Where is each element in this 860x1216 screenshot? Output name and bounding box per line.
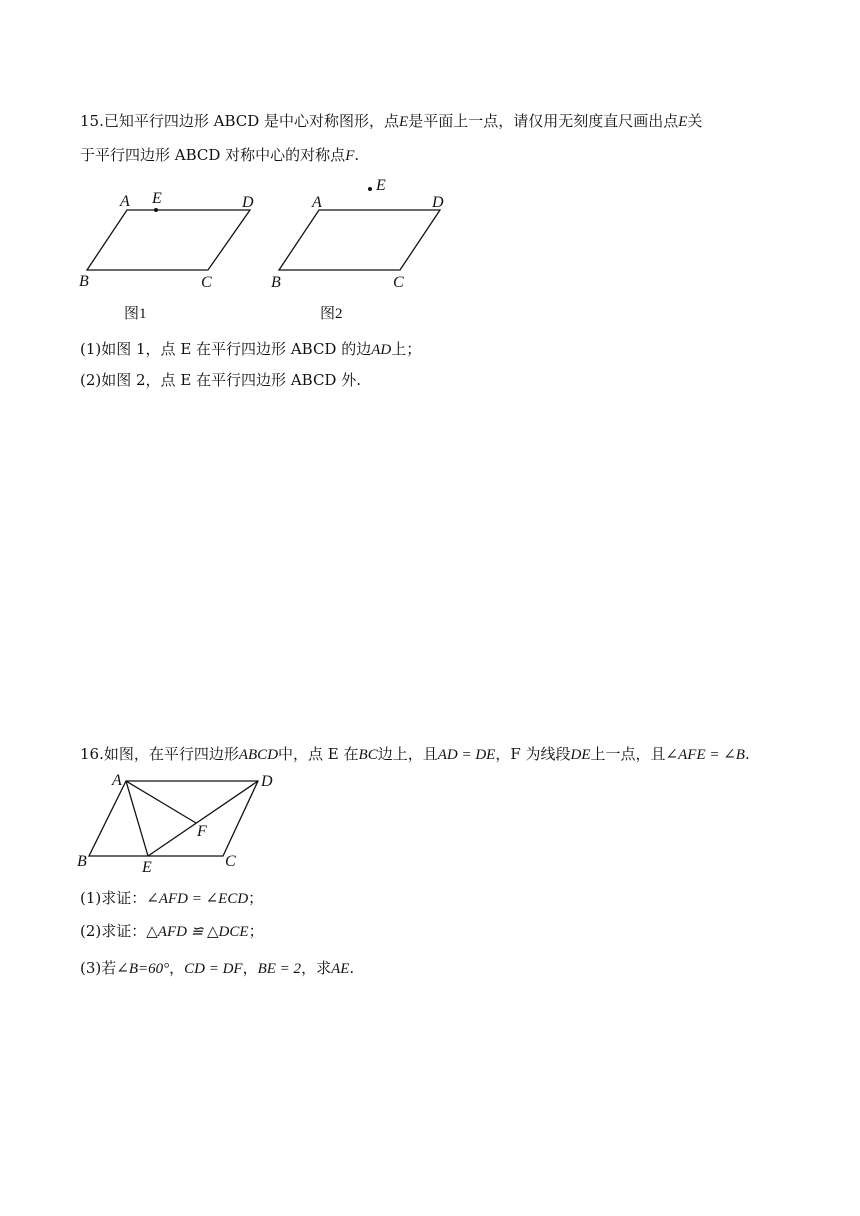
q16-figure — [70, 768, 290, 878]
q16-text: ， — [242, 959, 258, 977]
vertex-d-label: D — [432, 194, 444, 211]
vertex-b-label: B — [271, 274, 281, 291]
q16-text: ，求 — [301, 959, 332, 977]
vertex-d-label: D — [242, 194, 254, 211]
point-e-dot — [368, 187, 372, 191]
q16-text: (1)求证： — [80, 889, 147, 907]
q15-figure-1 — [70, 182, 270, 332]
q16-math: ∠B=60° — [116, 961, 170, 977]
q16-part-3 — [80, 958, 354, 979]
vertex-e-label: E — [142, 859, 152, 876]
q16-math: AE — [331, 961, 350, 977]
q16-text: ； — [248, 889, 264, 907]
q16-text: ， — [169, 959, 185, 977]
q15-figure-2 — [262, 172, 462, 332]
q16-text: ； — [248, 922, 264, 940]
point-e-label: E — [399, 114, 409, 130]
figure-2-caption: 图2 — [320, 306, 343, 322]
vertex-e-label: E — [152, 190, 162, 207]
q16-math: ABCD — [238, 747, 279, 763]
q16-text: 中，点 E 在 — [278, 745, 359, 763]
vertex-a-label: A — [312, 194, 322, 211]
q16-part-2 — [80, 921, 264, 942]
q15-text: 上； — [391, 340, 422, 358]
q16-text: (2)求证： — [80, 922, 147, 940]
q16-text: 16.如图，在平行四边形 — [80, 745, 239, 763]
vertex-c-label: C — [225, 853, 236, 870]
point-f-label: F — [345, 148, 355, 164]
q15-text: 是平面上一点，请仅用无刻度直尺画出点 — [408, 112, 679, 130]
q16-math: AD = DE — [437, 747, 496, 763]
q16-math: BC — [358, 747, 378, 763]
q16-text: . — [349, 959, 355, 977]
q16-text: ，F 为线段 — [495, 745, 571, 763]
q15-part-2 — [80, 370, 361, 390]
point-e-dot — [154, 208, 158, 212]
point-e-label: E — [678, 114, 688, 130]
q15-text: 15.已知平行四边形 ABCD 是中心对称图形，点 — [80, 112, 400, 130]
segment-de — [148, 781, 258, 856]
vertex-c-label: C — [201, 274, 212, 291]
vertex-a-label: A — [112, 772, 122, 789]
q16-text: (3)若 — [80, 959, 117, 977]
vertex-c-label: C — [393, 274, 404, 291]
q16-math: ∠AFE = ∠B — [665, 747, 745, 763]
q15-line-1 — [80, 111, 702, 132]
q16-text: 上一点，且 — [590, 745, 666, 763]
q16-math: DE — [570, 747, 591, 763]
q16-text: . — [744, 745, 750, 763]
q16-math: △AFD ≌ △DCE — [146, 924, 249, 940]
q16-text: 边上，且 — [377, 745, 438, 763]
vertex-d-label: D — [261, 773, 273, 790]
parallelogram-abcd — [87, 210, 250, 270]
vertex-e-label: E — [376, 177, 386, 194]
q16-math: BE = 2 — [257, 961, 302, 977]
q15-part-1 — [80, 339, 421, 360]
q16-math: ∠AFD = ∠ECD — [146, 891, 249, 907]
vertex-b-label: B — [79, 273, 89, 290]
q15-line-2 — [80, 145, 359, 166]
vertex-b-label: B — [77, 853, 87, 870]
q16-math: CD = DF — [184, 961, 243, 977]
figure-1-caption: 图1 — [124, 306, 147, 322]
q16-part-1 — [80, 888, 263, 909]
q15-text: (1)如图 1，点 E 在平行四边形 ABCD 的边 — [80, 340, 372, 358]
segment-ad-label: AD — [371, 342, 392, 358]
q16-stem — [80, 744, 750, 765]
vertex-a-label: A — [120, 193, 130, 210]
q15-text: (2)如图 2，点 E 在平行四边形 ABCD 外. — [80, 371, 361, 389]
q15-text: . — [354, 146, 360, 164]
q15-text: 关 — [687, 112, 703, 130]
q15-text: 于平行四边形 ABCD 对称中心的对称点 — [80, 146, 346, 164]
parallelogram-abcd — [89, 781, 258, 856]
vertex-f-label: F — [197, 823, 207, 840]
parallelogram-abcd — [279, 210, 440, 270]
